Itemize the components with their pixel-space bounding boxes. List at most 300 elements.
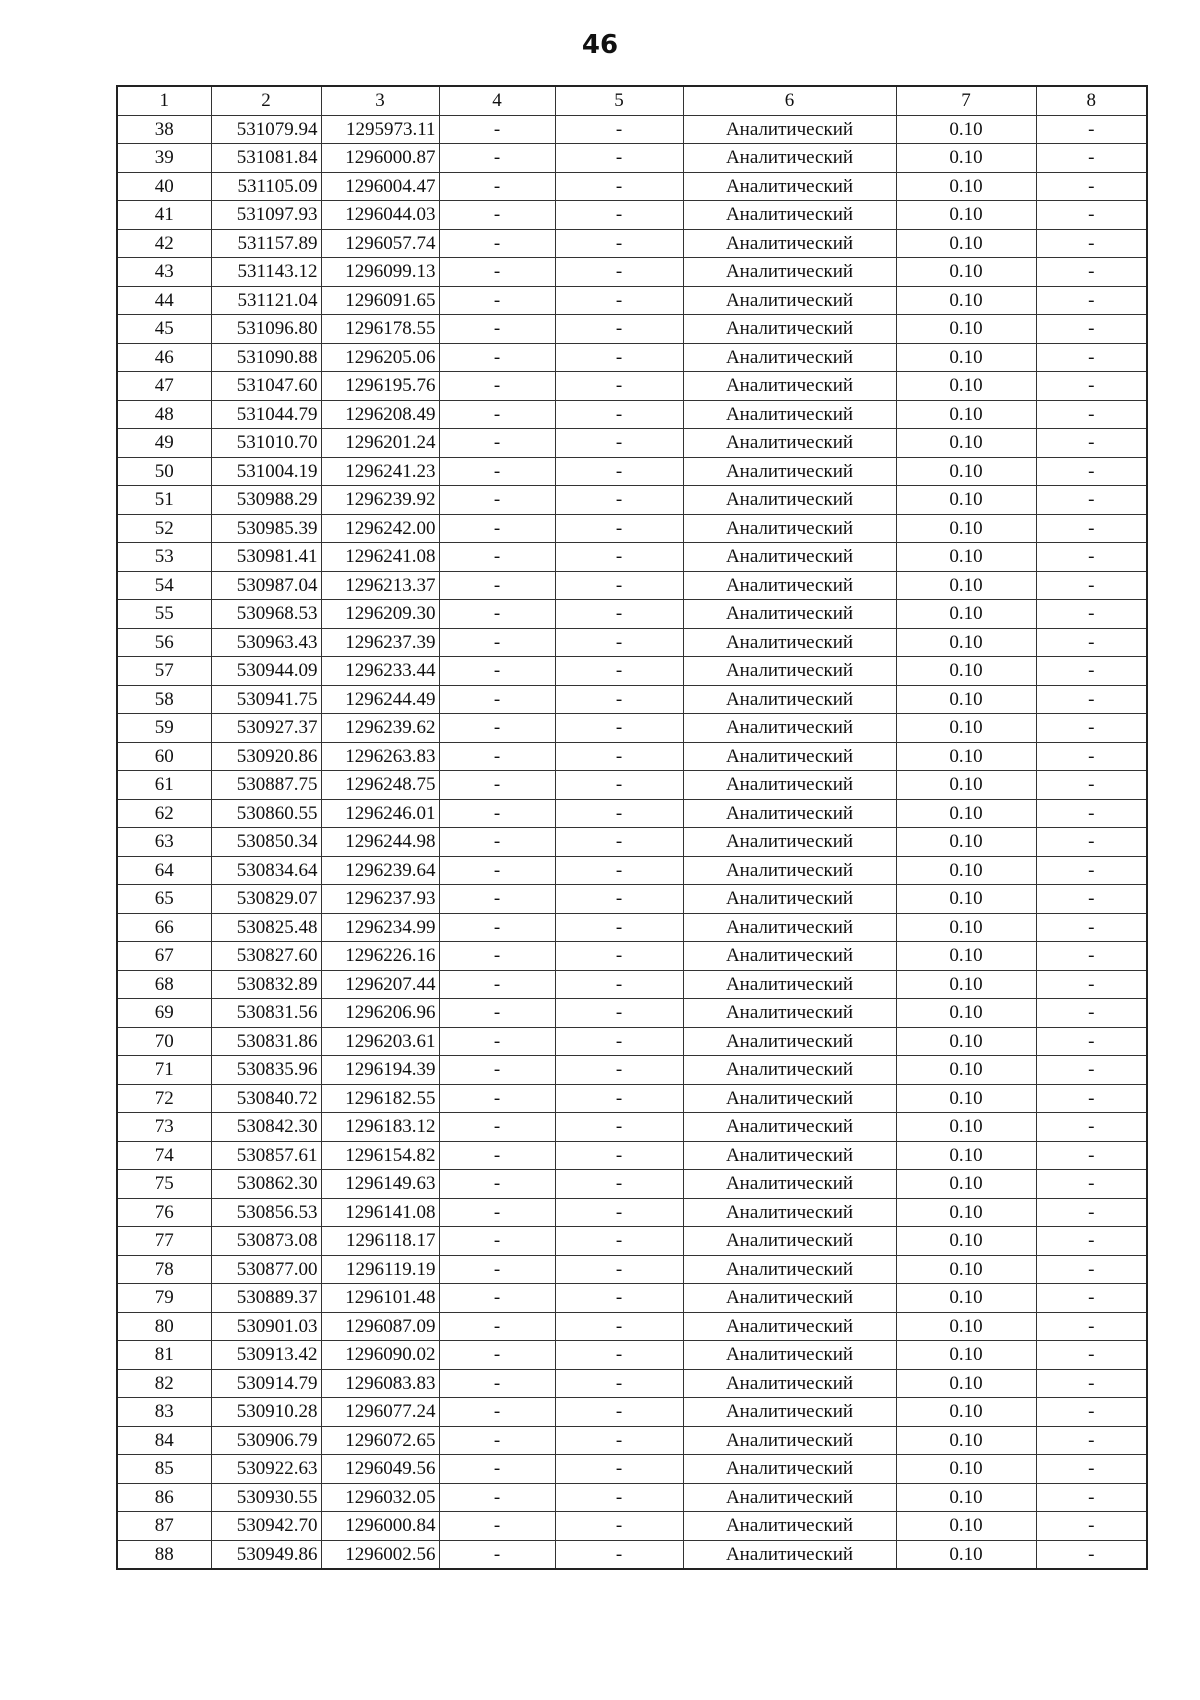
table-cell: - — [555, 1284, 683, 1313]
table-cell: 0.10 — [896, 1141, 1036, 1170]
table-cell: 1296178.55 — [321, 315, 439, 344]
table-cell: - — [555, 1455, 683, 1484]
table-cell: - — [1036, 913, 1147, 942]
table-cell: - — [439, 1056, 555, 1085]
table-row — [117, 970, 1147, 999]
table-cell: 531047.60 — [211, 372, 321, 401]
table-cell: 0.10 — [896, 799, 1036, 828]
table-cell: 1296000.87 — [321, 144, 439, 173]
table-body — [117, 115, 1147, 1569]
table-cell: 1296263.83 — [321, 742, 439, 771]
table-cell: - — [555, 286, 683, 315]
table-cell: 46 — [117, 343, 211, 372]
table-cell: 53 — [117, 543, 211, 572]
table-cell: - — [439, 400, 555, 429]
table-cell: - — [1036, 856, 1147, 885]
table-cell: - — [1036, 1312, 1147, 1341]
table-cell: 531090.88 — [211, 343, 321, 372]
table-cell: 66 — [117, 913, 211, 942]
table-row — [117, 286, 1147, 315]
table-row — [117, 1255, 1147, 1284]
table-cell: - — [439, 685, 555, 714]
table-cell: - — [555, 628, 683, 657]
table-cell: Аналитический — [683, 1398, 896, 1427]
table-row — [117, 1369, 1147, 1398]
table-cell: - — [555, 799, 683, 828]
table-cell: - — [1036, 1255, 1147, 1284]
table-cell: 0.10 — [896, 999, 1036, 1028]
table-cell: Аналитический — [683, 429, 896, 458]
table-cell: 0.10 — [896, 685, 1036, 714]
table-cell: 0.10 — [896, 1512, 1036, 1541]
table-cell: - — [1036, 1198, 1147, 1227]
table-cell: Аналитический — [683, 1027, 896, 1056]
table-cell: - — [555, 1113, 683, 1142]
table-cell: - — [555, 1426, 683, 1455]
table-cell: 530857.61 — [211, 1141, 321, 1170]
table-cell: - — [555, 372, 683, 401]
table-cell: 0.10 — [896, 1027, 1036, 1056]
table-cell: - — [439, 628, 555, 657]
table-cell: 1296119.19 — [321, 1255, 439, 1284]
table-cell: - — [439, 1426, 555, 1455]
table-cell: 1296182.55 — [321, 1084, 439, 1113]
column-header: 1 — [117, 86, 211, 115]
table-cell: - — [439, 771, 555, 800]
table-cell: - — [439, 1113, 555, 1142]
table-cell: Аналитический — [683, 514, 896, 543]
table-cell: - — [555, 714, 683, 743]
table-cell: 1296246.01 — [321, 799, 439, 828]
table-cell: 0.10 — [896, 628, 1036, 657]
table-cell: 1296203.61 — [321, 1027, 439, 1056]
table-cell: 0.10 — [896, 1113, 1036, 1142]
table-cell: 0.10 — [896, 201, 1036, 230]
table-row — [117, 1312, 1147, 1341]
table-cell: - — [439, 742, 555, 771]
table-cell: 0.10 — [896, 1227, 1036, 1256]
table-cell: Аналитический — [683, 714, 896, 743]
table-cell: Аналитический — [683, 1512, 896, 1541]
table-row — [117, 400, 1147, 429]
table-cell: 77 — [117, 1227, 211, 1256]
table-cell: 43 — [117, 258, 211, 287]
table-cell: - — [555, 1084, 683, 1113]
table-cell: - — [555, 400, 683, 429]
table-cell: 530825.48 — [211, 913, 321, 942]
table-cell: Аналитический — [683, 913, 896, 942]
table-cell: - — [555, 1398, 683, 1427]
table-cell: - — [1036, 1027, 1147, 1056]
table-cell: - — [1036, 1540, 1147, 1569]
table-cell: - — [439, 1512, 555, 1541]
table-row — [117, 1284, 1147, 1313]
table-cell: - — [1036, 828, 1147, 857]
table-cell: Аналитический — [683, 1084, 896, 1113]
table-row — [117, 885, 1147, 914]
table-cell: 52 — [117, 514, 211, 543]
table-cell: 1296077.24 — [321, 1398, 439, 1427]
table-cell: 1296091.65 — [321, 286, 439, 315]
table-row — [117, 571, 1147, 600]
table-cell: - — [1036, 1141, 1147, 1170]
table-row — [117, 1056, 1147, 1085]
table-cell: - — [555, 201, 683, 230]
table-cell: 87 — [117, 1512, 211, 1541]
table-cell: 530981.41 — [211, 543, 321, 572]
table-cell: - — [1036, 343, 1147, 372]
table-cell: 1296234.99 — [321, 913, 439, 942]
table-cell: - — [555, 1369, 683, 1398]
table-cell: 0.10 — [896, 400, 1036, 429]
table-cell: 55 — [117, 600, 211, 629]
table-cell: Аналитический — [683, 1426, 896, 1455]
table-cell: 1296194.39 — [321, 1056, 439, 1085]
table-cell: 530862.30 — [211, 1170, 321, 1199]
table-cell: Аналитический — [683, 543, 896, 572]
table-cell: Аналитический — [683, 970, 896, 999]
table-cell: - — [555, 913, 683, 942]
table-cell: 0.10 — [896, 856, 1036, 885]
table-row — [117, 315, 1147, 344]
table-cell: 1296087.09 — [321, 1312, 439, 1341]
table-cell: 0.10 — [896, 1455, 1036, 1484]
table-row — [117, 343, 1147, 372]
table-cell: 67 — [117, 942, 211, 971]
table-cell: 531004.19 — [211, 457, 321, 486]
table-cell: - — [1036, 970, 1147, 999]
table-cell: 74 — [117, 1141, 211, 1170]
table-cell: 1296233.44 — [321, 657, 439, 686]
table-cell: - — [555, 1170, 683, 1199]
table-cell: Аналитический — [683, 685, 896, 714]
table-cell: 86 — [117, 1483, 211, 1512]
table-cell: 0.10 — [896, 1483, 1036, 1512]
table-cell: 76 — [117, 1198, 211, 1227]
table-cell: Аналитический — [683, 1056, 896, 1085]
table-cell: 39 — [117, 144, 211, 173]
table-cell: - — [1036, 229, 1147, 258]
table-row — [117, 1141, 1147, 1170]
table-cell: - — [1036, 400, 1147, 429]
table-cell: 0.10 — [896, 172, 1036, 201]
table-cell: Аналитический — [683, 657, 896, 686]
table-cell: Аналитический — [683, 999, 896, 1028]
column-header: 5 — [555, 86, 683, 115]
table-cell: 69 — [117, 999, 211, 1028]
table-cell: - — [1036, 486, 1147, 515]
table-cell: - — [439, 201, 555, 230]
table-cell: - — [439, 1027, 555, 1056]
table-cell: 531143.12 — [211, 258, 321, 287]
table-cell: 65 — [117, 885, 211, 914]
table-cell: - — [439, 1398, 555, 1427]
table-cell: 62 — [117, 799, 211, 828]
table-cell: 531157.89 — [211, 229, 321, 258]
table-cell: - — [1036, 799, 1147, 828]
table-cell: 530829.07 — [211, 885, 321, 914]
table-cell: - — [555, 514, 683, 543]
table-cell: - — [439, 856, 555, 885]
table-row — [117, 1027, 1147, 1056]
header-row — [117, 86, 1147, 115]
table-row — [117, 457, 1147, 486]
table-cell: - — [555, 885, 683, 914]
table-cell: 0.10 — [896, 1312, 1036, 1341]
table-row — [117, 1113, 1147, 1142]
table-cell: - — [555, 486, 683, 515]
table-cell: 72 — [117, 1084, 211, 1113]
table-cell: - — [555, 657, 683, 686]
table-cell: 1296248.75 — [321, 771, 439, 800]
table-cell: 1296209.30 — [321, 600, 439, 629]
table-row — [117, 1398, 1147, 1427]
table-cell: 531121.04 — [211, 286, 321, 315]
table-cell: - — [1036, 514, 1147, 543]
table-cell: - — [555, 315, 683, 344]
table-cell: 0.10 — [896, 1284, 1036, 1313]
table-cell: Аналитический — [683, 1369, 896, 1398]
table-cell: 83 — [117, 1398, 211, 1427]
table-row — [117, 657, 1147, 686]
table-cell: 530901.03 — [211, 1312, 321, 1341]
table-cell: 530832.89 — [211, 970, 321, 999]
table-cell: 1296239.62 — [321, 714, 439, 743]
table-cell: 0.10 — [896, 885, 1036, 914]
table-row — [117, 771, 1147, 800]
table-cell: 64 — [117, 856, 211, 885]
table-cell: - — [439, 1341, 555, 1370]
table-cell: 79 — [117, 1284, 211, 1313]
table-cell: - — [1036, 999, 1147, 1028]
table-cell: Аналитический — [683, 771, 896, 800]
table-cell: Аналитический — [683, 1284, 896, 1313]
table-cell: 1296237.93 — [321, 885, 439, 914]
table-cell: - — [439, 1198, 555, 1227]
table-cell: 1296141.08 — [321, 1198, 439, 1227]
table-cell: - — [1036, 201, 1147, 230]
column-header: 2 — [211, 86, 321, 115]
table-cell: Аналитический — [683, 343, 896, 372]
table-cell: 0.10 — [896, 600, 1036, 629]
table-cell: 1296090.02 — [321, 1341, 439, 1370]
table-cell: - — [439, 543, 555, 572]
table-cell: - — [1036, 1369, 1147, 1398]
table-cell: - — [555, 970, 683, 999]
table-cell: 58 — [117, 685, 211, 714]
table-cell: 1296032.05 — [321, 1483, 439, 1512]
table-cell: 1296213.37 — [321, 571, 439, 600]
table-cell: 530968.53 — [211, 600, 321, 629]
table-cell: Аналитический — [683, 258, 896, 287]
table-cell: - — [439, 799, 555, 828]
table-cell: - — [555, 828, 683, 857]
table-cell: 61 — [117, 771, 211, 800]
table-cell: 71 — [117, 1056, 211, 1085]
table-cell: - — [439, 343, 555, 372]
table-cell: - — [1036, 1284, 1147, 1313]
table-cell: 530906.79 — [211, 1426, 321, 1455]
table-cell: Аналитический — [683, 201, 896, 230]
table-cell: 0.10 — [896, 372, 1036, 401]
table-cell: - — [555, 742, 683, 771]
table-row — [117, 1540, 1147, 1569]
table-cell: - — [439, 1455, 555, 1484]
table-cell: - — [555, 1483, 683, 1512]
table-cell: 0.10 — [896, 315, 1036, 344]
table-cell: Аналитический — [683, 1312, 896, 1341]
table-cell: Аналитический — [683, 1141, 896, 1170]
table-cell: 0.10 — [896, 543, 1036, 572]
column-header: 8 — [1036, 86, 1147, 115]
table-cell: 1296057.74 — [321, 229, 439, 258]
table-cell: - — [555, 229, 683, 258]
table-cell: Аналитический — [683, 1341, 896, 1370]
table-cell: - — [1036, 771, 1147, 800]
table-cell: - — [439, 913, 555, 942]
table-cell: 81 — [117, 1341, 211, 1370]
table-cell: 1296239.64 — [321, 856, 439, 885]
table-cell: - — [439, 144, 555, 173]
table-cell: - — [555, 1255, 683, 1284]
table-cell: - — [555, 942, 683, 971]
table-cell: Аналитический — [683, 1113, 896, 1142]
table-row — [117, 1455, 1147, 1484]
table-cell: 1295973.11 — [321, 115, 439, 144]
table-cell: 0.10 — [896, 1341, 1036, 1370]
table-row — [117, 1341, 1147, 1370]
table-cell: Аналитический — [683, 286, 896, 315]
table-cell: - — [555, 1027, 683, 1056]
table-cell: 0.10 — [896, 258, 1036, 287]
table-row — [117, 429, 1147, 458]
table-cell: 1296154.82 — [321, 1141, 439, 1170]
table-cell: 1296206.96 — [321, 999, 439, 1028]
table-row — [117, 913, 1147, 942]
table-cell: 42 — [117, 229, 211, 258]
table-cell: 88 — [117, 1540, 211, 1569]
table-cell: - — [1036, 543, 1147, 572]
table-cell: 0.10 — [896, 828, 1036, 857]
table-row — [117, 1170, 1147, 1199]
table-cell: 1296237.39 — [321, 628, 439, 657]
table-cell: Аналитический — [683, 1455, 896, 1484]
table-cell: 530987.04 — [211, 571, 321, 600]
table-cell: 70 — [117, 1027, 211, 1056]
table-cell: 0.10 — [896, 1369, 1036, 1398]
column-header: 3 — [321, 86, 439, 115]
table-cell: - — [555, 571, 683, 600]
table-cell: 531044.79 — [211, 400, 321, 429]
table-cell: - — [439, 372, 555, 401]
table-cell: 1296101.48 — [321, 1284, 439, 1313]
table-cell: - — [555, 600, 683, 629]
table-cell: 56 — [117, 628, 211, 657]
table-cell: - — [439, 258, 555, 287]
table-cell: 40 — [117, 172, 211, 201]
table-cell: - — [555, 343, 683, 372]
table-row — [117, 628, 1147, 657]
table-cell: - — [439, 600, 555, 629]
table-cell: 530889.37 — [211, 1284, 321, 1313]
table-cell: 1296239.92 — [321, 486, 439, 515]
table-cell: 85 — [117, 1455, 211, 1484]
table-cell: - — [555, 115, 683, 144]
table-cell: Аналитический — [683, 229, 896, 258]
table-cell: 60 — [117, 742, 211, 771]
table-cell: - — [555, 1227, 683, 1256]
table-cell: 531097.93 — [211, 201, 321, 230]
table-cell: 0.10 — [896, 1084, 1036, 1113]
table-cell: 0.10 — [896, 1426, 1036, 1455]
table-cell: 1296201.24 — [321, 429, 439, 458]
table-cell: - — [439, 1141, 555, 1170]
table-cell: 530840.72 — [211, 1084, 321, 1113]
table-cell: 531010.70 — [211, 429, 321, 458]
table-cell: - — [439, 999, 555, 1028]
table-cell: Аналитический — [683, 315, 896, 344]
table-cell: - — [439, 1483, 555, 1512]
table-cell: 1296002.56 — [321, 1540, 439, 1569]
table-row — [117, 828, 1147, 857]
table-row — [117, 742, 1147, 771]
table-cell: - — [439, 942, 555, 971]
table-cell: 0.10 — [896, 1540, 1036, 1569]
table-cell: 0.10 — [896, 514, 1036, 543]
table-row — [117, 258, 1147, 287]
table-cell: 530831.56 — [211, 999, 321, 1028]
table-cell: - — [555, 543, 683, 572]
table-cell: 1296208.49 — [321, 400, 439, 429]
table-cell: 531079.94 — [211, 115, 321, 144]
table-cell: Аналитический — [683, 856, 896, 885]
table-cell: Аналитический — [683, 1255, 896, 1284]
table-cell: - — [1036, 372, 1147, 401]
table-cell: 75 — [117, 1170, 211, 1199]
table-cell: - — [1036, 685, 1147, 714]
table-cell: - — [439, 1284, 555, 1313]
table-row — [117, 229, 1147, 258]
table-cell: - — [439, 1084, 555, 1113]
table-cell: 0.10 — [896, 1255, 1036, 1284]
table-cell: - — [555, 1512, 683, 1541]
table-cell: - — [439, 286, 555, 315]
table-cell: - — [1036, 1113, 1147, 1142]
table-cell: 1296241.23 — [321, 457, 439, 486]
table-cell: - — [1036, 885, 1147, 914]
table-row — [117, 714, 1147, 743]
table-cell: - — [1036, 115, 1147, 144]
table-cell: Аналитический — [683, 885, 896, 914]
table-row — [117, 144, 1147, 173]
table-cell: 0.10 — [896, 144, 1036, 173]
table-cell: Аналитический — [683, 600, 896, 629]
table-cell: - — [555, 1141, 683, 1170]
table-cell: - — [1036, 714, 1147, 743]
table-cell: Аналитический — [683, 1227, 896, 1256]
table-cell: 531081.84 — [211, 144, 321, 173]
table-cell: - — [555, 771, 683, 800]
table-row — [117, 115, 1147, 144]
table-cell: - — [439, 571, 555, 600]
table-cell: - — [1036, 258, 1147, 287]
table-cell: 0.10 — [896, 457, 1036, 486]
table-cell: 0.10 — [896, 229, 1036, 258]
table-cell: 59 — [117, 714, 211, 743]
table-cell: Аналитический — [683, 1198, 896, 1227]
table-cell: 530831.86 — [211, 1027, 321, 1056]
table-cell: - — [439, 657, 555, 686]
